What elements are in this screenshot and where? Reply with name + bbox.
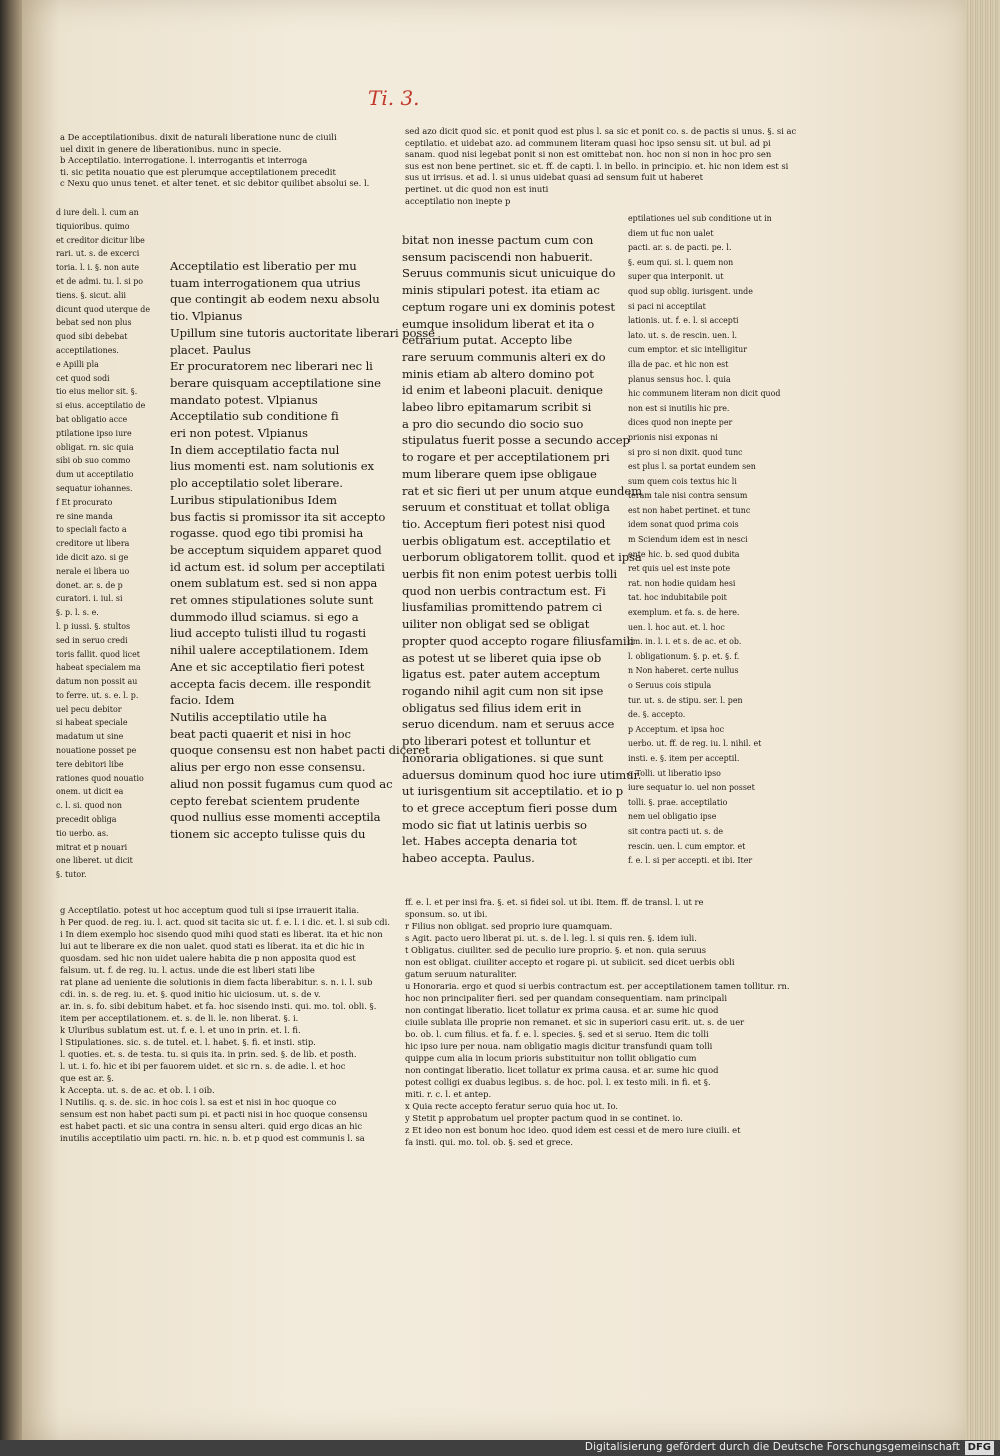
gloss-line: r Filius non obligat. sed proprio iure quamquam.	[405, 921, 613, 931]
gloss-bottom-right	[405, 896, 790, 1148]
gloss-line: §. p. l. s. e.	[56, 608, 99, 618]
gloss-line: super qua interponit. ut	[628, 272, 724, 282]
text-line: Nutilis acceptilatio utile ha	[170, 709, 327, 724]
text-line: let. Habes accepta denaria tot	[402, 834, 577, 849]
text-line: uerbis obligatum est. acceptilatio et	[402, 533, 611, 548]
text-line: labeo libro epitamarum scribit si	[402, 400, 592, 415]
gloss-line: sensum est non habet pacti sum pi. et pacti nisi in hoc quoque consensu	[60, 1109, 368, 1119]
gloss-line: re sine manda	[56, 511, 113, 521]
gloss-line: non contingat liberatio. licet tollatur ex prima causa. et ar. sume hic quod	[405, 1005, 719, 1015]
gloss-line: ceptilatio. et uidebat azo. ad communem literam quasi hoc ipso sensu sit. ut bul. ad pi	[405, 137, 771, 148]
text-line: obligatus sed filius idem erit in	[402, 700, 582, 715]
gloss-line: est plus l. sa portat eundem sen	[628, 462, 756, 472]
gloss-line: est non habet pertinet. et tunc	[628, 505, 751, 515]
gloss-right-column	[628, 212, 781, 869]
text-line: nihil ualere acceptilationem. Idem	[170, 643, 369, 658]
text-line: facio. Idem	[170, 693, 235, 708]
main-text-column-2	[402, 232, 643, 867]
text-line: uerborum obligatorem tollit. quod et ipsa	[402, 550, 642, 565]
gloss-line: rescin. uen. l. cum emptor. et	[628, 841, 746, 851]
gloss-line: illa de pac. et hic non est	[628, 359, 729, 369]
gloss-line: habeat specialem ma	[56, 663, 141, 673]
gloss-line: tio uerbo. as.	[56, 828, 109, 838]
gloss-line: lato. ut. s. de rescin. uen. l.	[628, 330, 738, 340]
gloss-line: rationes quod nouatio	[56, 773, 144, 783]
gloss-line: falsum. ut. f. de reg. iu. l. actus. unde die est liberi stati libe	[60, 965, 315, 975]
gloss-line: l. obligationum. §. p. et. §. f.	[628, 651, 740, 661]
gloss-line: tat. hoc indubitabile poit	[628, 593, 727, 603]
text-line: cepto ferebat scientem prudente	[170, 793, 360, 808]
gloss-line: hic communem literam non dicit quod	[628, 389, 781, 399]
text-line: Er procuratorem nec liberari nec li	[170, 359, 373, 374]
gloss-line: dices quod non inepte per	[628, 418, 733, 428]
gloss-line: tiens. §. sicut. alii	[56, 290, 127, 300]
gloss-line: planus sensus hoc. l. quia	[628, 374, 731, 384]
text-line: seruum et constituat et tollat obliga	[402, 500, 610, 515]
text-line: tio. Vlpianus	[170, 309, 243, 324]
gloss-line: mitrat et p nouari	[56, 842, 128, 852]
gloss-line: eptilationes uel sub conditione ut in	[628, 214, 772, 223]
text-line: minis stipulari potest. ita etiam ac	[402, 283, 600, 298]
gloss-line: m Sciendum idem est in nesci	[628, 535, 748, 545]
gloss-line: est habet pacti. et sic una contra in sensu alteri. quid ergo dicas an hic	[60, 1121, 363, 1131]
gloss-line: si eius. acceptilatio de	[56, 401, 146, 411]
text-line: ret omnes stipulationes solute sunt	[170, 593, 374, 608]
text-line: honoraria obligationes. si que sunt	[402, 750, 604, 765]
text-line: aliud non possit fugamus cum quod ac	[170, 776, 393, 791]
text-line: to rogare et per acceptilationem pri	[402, 450, 610, 465]
gloss-line: u Honoraria. ergo et quod si uerbis contractum est. per acceptilationem tamen tollitur. rn.	[405, 981, 790, 991]
gloss-line: hoc non principaliter fieri. sed per quandam consequentiam. nam principali	[405, 993, 727, 1003]
gloss-line: s Agit. pacto uero liberat pi. ut. s. de l. leg. l. si quis ren. §. idem iuli.	[405, 933, 697, 943]
gloss-line: sit contra pacti ut. s. de	[628, 826, 724, 836]
gloss-line: si habeat speciale	[56, 718, 128, 728]
text-line: ligatus est. pater autem acceptum	[402, 667, 601, 682]
gloss-line: teram tale nisi contra sensum	[628, 491, 748, 501]
gloss-line: dicunt quod uterque de	[56, 304, 151, 314]
text-line: stipulatus fuerit posse a secundo accep	[402, 433, 630, 448]
text-line: ceptum rogare uni ex dominis potest	[402, 299, 615, 314]
gloss-line: i In diem exemplo hoc sisendo quod mihi quod stati es liberat. ita et hic non	[60, 929, 383, 939]
gloss-line: b Acceptilatio. interrogatione. l. interrogantis et interroga	[60, 155, 308, 166]
text-line: alius per ergo non esse consensu.	[170, 760, 366, 775]
gloss-line: ret quis uel est inste pote	[628, 564, 731, 574]
text-line: be acceptum siquidem apparet quod	[170, 542, 382, 557]
gloss-line: acceptilatio non inepte p	[405, 195, 511, 206]
text-line: eri non potest. Vlpianus	[170, 426, 308, 441]
text-line: plo acceptilatio solet liberare.	[170, 476, 343, 491]
gloss-line: et de admi. tu. l. si po	[56, 276, 144, 286]
gloss-line: e Apilli pla	[56, 359, 99, 369]
gloss-line: y Stetit p approbatum uel propter pactum quod in se continet. io.	[405, 1113, 683, 1123]
gloss-line: sus est non bene pertinet. sic et. ff. de capti. l. in bello. in principio. et. hic non idem est si	[405, 160, 789, 171]
gloss-line: ar. in. s. fo. sibi debitum habet. et fa. hoc sisendo insti. qui. mo. tol. obli. §.	[60, 1001, 377, 1011]
gloss-line: n Non haberet. certe nullus	[628, 666, 739, 676]
gloss-line: sed in seruo credi	[56, 635, 128, 645]
gloss-line: sanam. quod nisi legebat ponit si non est omittebat non. hoc non si non in hoc pro sen	[405, 149, 772, 160]
text-line: uiliter non obligat sed se obligat	[402, 617, 590, 632]
gloss-line: prionis nisi exponas ni	[628, 432, 718, 442]
gloss-line: tere debitori libe	[56, 759, 124, 769]
gloss-line: l. ut. i. fo. hic et ibi per fauorem uidet. et sic rn. s. de adie. l. et hoc	[60, 1061, 346, 1071]
gloss-line: toria. l. i. §. non aute	[56, 263, 140, 273]
gloss-line: fa insti. qui. mo. tol. ob. §. sed et grece.	[405, 1137, 573, 1147]
text-line: rogando nihil agit cum non sit ipse	[402, 683, 604, 698]
gloss-line: to ferre. ut. s. e. l. p.	[56, 690, 139, 700]
gloss-line: miti. r. c. l. et antep.	[405, 1089, 492, 1099]
gloss-line: om. in. l. i. et s. de ac. et ob.	[628, 637, 742, 647]
text-line: as potest ut se liberet quia ipse ob	[402, 650, 602, 665]
gloss-line: curatori. i. iul. si	[56, 594, 123, 604]
text-line: beat pacti quaerit et nisi in hoc	[170, 726, 351, 741]
gloss-line: l Nutilis. q. s. de. sic. in hoc cois l. sa est et nisi in hoc quoque co	[60, 1097, 337, 1107]
gloss-line: sed azo dicit quod sic. et ponit quod est plus l. sa sic et ponit co. s. de pactis si unus. §. si ac	[405, 126, 797, 136]
gloss-line: uel pecu debitor	[56, 704, 122, 714]
gloss-line: o Seruus cois stipula	[628, 681, 712, 690]
gloss-line: c. l. si. quod non	[56, 801, 122, 811]
gloss-line: datum non possit au	[56, 677, 138, 687]
gloss-line: lationis. ut. f. e. l. si accepti	[628, 316, 739, 326]
gloss-line: hic ipso iure per noua. nam obligatio magis dicitur transfundi quam tolli	[405, 1041, 713, 1051]
gloss-line: x Quia recte accepto feratur seruo quia hoc ut. Io.	[405, 1101, 619, 1111]
gloss-line: cdi. in. s. de reg. iu. et. §. quod initio hic uiciosum. ut. s. de v.	[60, 989, 321, 999]
gloss-line: §. eum qui. si. l. quem non	[628, 257, 734, 267]
running-title: Ti. 3.	[368, 86, 420, 110]
gloss-line: ciuile sublata ille proprie non remanet. et sic in superiori casu erit. ut. s. de uer	[405, 1017, 745, 1027]
previous-page-edge	[0, 0, 24, 1456]
text-line: quod non uerbis contractum est. Fi	[402, 583, 606, 598]
gloss-line: toris fallit. quod licet	[56, 649, 140, 659]
gloss-top-right	[405, 126, 797, 207]
text-line: tio. Acceptum fieri potest nisi quod	[402, 516, 606, 531]
gloss-line: pacti. ar. s. de pacti. pe. l.	[628, 243, 732, 253]
gloss-line: potest colligi ex duabus legibus. s. de hoc. pol. l. ex testo mili. in fi. et §.	[405, 1077, 711, 1087]
text-line: rat et sic fieri ut per unum atque eundem	[402, 483, 643, 498]
gloss-line: f. e. l. si per accepti. et ibi. Iter	[628, 856, 753, 866]
footer-bar	[0, 1440, 1000, 1456]
text-line: bus factis si promissor ita sit accepto	[170, 509, 386, 524]
gloss-line: nerale ei libera uo	[56, 566, 130, 576]
text-line: Ane et sic acceptilatio fieri potest	[170, 659, 365, 674]
gloss-line: lui aut te liberare ex die non ualet. quod stati es liberat. ita et dic hic in	[60, 941, 365, 951]
text-line: accepta facis decem. ille respondit	[170, 676, 371, 691]
gloss-line: non contingat liberatio. licet tollatur ex prima causa. et ar. sume hic quod	[405, 1065, 719, 1075]
gloss-line: sum quem cois textus hic li	[628, 476, 737, 486]
gloss-line: d iure deli. l. cum an	[56, 208, 139, 217]
text-line: tuam interrogationem qua utrius	[170, 275, 361, 290]
gloss-line: z Et ideo non est bonum hoc ideo. quod idem est cessi et de mero iure ciuili. et	[405, 1125, 741, 1135]
gloss-line: ff. e. l. et per insi fra. §. et. si fidei sol. ut ibi. Item. ff. de transl. l. ut re	[405, 897, 704, 907]
gloss-line: dum ut acceptilatio	[56, 470, 134, 480]
gloss-line: ente hic. b. sed quod dubita	[628, 549, 740, 559]
text-line: berare quisquam acceptilatione sine	[170, 375, 381, 390]
gloss-line: a De acceptilationibus. dixit de naturali liberatione nunc de ciuili	[60, 132, 337, 142]
gloss-line: que est ar. §.	[60, 1073, 114, 1083]
gloss-line: k Uluribus sublatum est. ut. f. e. l. et uno in prin. et. l. fi.	[60, 1025, 301, 1035]
gloss-line: l. p iussi. §. stultos	[56, 621, 131, 631]
text-line: aduersus dominum quod hoc iure utimur.	[402, 767, 642, 782]
gloss-line: bat obligatio acce	[56, 414, 128, 424]
text-line: rare seruum communis alteri ex do	[402, 349, 606, 364]
gloss-line: si pro si non dixit. quod tunc	[628, 447, 743, 457]
gloss-line: insti. e. §. item per acceptil.	[628, 753, 740, 763]
gloss-line: nouatione posset pe	[56, 746, 137, 756]
text-line: Luribus stipulationibus Idem	[170, 492, 337, 507]
text-line: habeo accepta. Paulus.	[402, 851, 535, 866]
gloss-line: obligat. rn. sic quia	[56, 442, 134, 452]
text-line: In diem acceptilatio facta nul	[170, 442, 340, 457]
gloss-line: cum emptor. et sic intelligitur	[628, 345, 748, 355]
gloss-line: l. quoties. et. s. de testa. tu. si quis ita. in prin. sed. §. de lib. et posth.	[60, 1049, 357, 1059]
gloss-line: rat plane ad ueniente die solutionis in diem facta liberabitur. s. n. i. l. sub	[60, 977, 373, 987]
text-line: liud accepto tulisti illud tu rogasti	[170, 626, 367, 641]
gloss-line: quosdam. sed hic non uidet ualere habita die p non apposita quod est	[60, 953, 356, 963]
gloss-line: et creditor dicitur libe	[56, 235, 145, 245]
text-line: a pro dio secundo dio socio suo	[402, 416, 584, 431]
gloss-line: tiquioribus. quimo	[56, 221, 130, 231]
text-line: minis etiam ab altero domino pot	[402, 366, 594, 381]
gloss-line: sponsum. so. ut ibi.	[405, 909, 488, 919]
text-line: eumque insolidum liberat et ita o	[402, 316, 595, 331]
gloss-line: inutilis acceptilatio uim pacti. rn. hic. n. b. et p quod est communis l. sa	[60, 1133, 365, 1143]
gloss-line: exemplum. et fa. s. de here.	[628, 608, 740, 618]
gloss-line: quod sup oblig. iurisgent. unde	[628, 286, 753, 296]
text-line: to et grece acceptum fieri posse dum	[402, 800, 618, 815]
gloss-line: rari. ut. s. de excerci	[56, 249, 140, 259]
gloss-line: idem sonat quod prima cois	[628, 520, 739, 530]
gloss-line: f Et procurato	[56, 497, 113, 507]
gloss-line: §. tutor.	[56, 870, 87, 880]
gloss-line: sus ut irrisus. et ad. l. si unus uidebat quasi ad sensum fuit ut haberet	[405, 172, 703, 183]
text-line: dummodo illud sciamus. si ego a	[170, 609, 359, 624]
gloss-line: quod sibi debebat	[56, 332, 128, 342]
text-line: tionem sic accepto tulisse quis du	[170, 826, 366, 841]
text-line: Acceptilatio sub conditione fi	[170, 409, 339, 424]
gloss-line: k Accepta. ut. s. de ac. et ob. l. i oib.	[60, 1085, 215, 1095]
gloss-line: donet. ar. s. de p	[56, 580, 123, 590]
text-line: pto liberari potest et tolluntur et	[402, 734, 591, 749]
gloss-line: uerbo. ut. ff. de reg. iu. l. nihil. et	[628, 739, 762, 749]
text-line: placet. Paulus	[170, 342, 251, 357]
gloss-line: cet quod sodi	[56, 373, 110, 383]
gloss-line: sibi ob suo commo	[56, 456, 131, 466]
gloss-line: onem. ut dicit ea	[56, 787, 124, 797]
text-line: mum liberare quem ipse obligaue	[402, 466, 597, 481]
text-line: id enim et labeoni placuit. denique	[402, 383, 603, 398]
gloss-line: si paci ni acceptilat	[628, 301, 706, 311]
gloss-line: madatum ut sine	[56, 732, 124, 742]
gloss-line: pertinet. ut dic quod non est inuti	[405, 183, 549, 194]
gloss-line: sequatur iohannes.	[56, 483, 133, 493]
gloss-line: h Per quod. de reg. iu. l. act. quod sit tacita sic ut. f. e. l. i dic. et. l. si sub cdi.	[60, 917, 391, 927]
text-line: Seruus communis sicut unicuique do	[402, 266, 616, 281]
text-line: liusfamilias promittendo patrem ci	[402, 600, 602, 615]
gloss-left-margin	[56, 206, 160, 882]
text-line: uerbis fit non enim potest uerbis tolli	[402, 567, 618, 582]
text-line: id actum est. id solum per acceptilati	[170, 559, 385, 574]
text-line: propter quod accepto rogare filiusfamili	[402, 633, 634, 648]
gloss-line: creditore ut libera	[56, 539, 130, 549]
gloss-line: g Acceptilatio. potest ut hoc acceptum quod tuli si ipse irrauerit italia.	[60, 905, 360, 915]
gloss-line: non est obligat. ciuiliter accepto et rogare pi. ut subiicit. sed dicet uerbis obli	[405, 957, 735, 967]
gloss-line: uen. l. hoc aut. et. l. hoc	[628, 622, 725, 632]
gloss-bottom-left	[60, 904, 395, 1144]
gloss-line: iure sequatur io. uel non posset	[628, 783, 755, 793]
gloss-line: p Acceptum. et ipsa hoc	[628, 724, 725, 734]
text-line: mandato potest. Vlpianus	[170, 392, 318, 407]
text-line: cetrarium putat. Accepto libe	[402, 333, 573, 348]
gloss-line: uel dixit in genere de liberationibus. nunc in specie.	[60, 143, 282, 154]
gloss-line: gatum seruum naturaliter.	[405, 969, 517, 979]
page-stack-edge	[966, 0, 1000, 1456]
gloss-line: one liberet. ut dicit	[56, 856, 133, 866]
text-line: quoque consensu est non habet pacti diceret	[170, 743, 430, 758]
gloss-line: bo. ob. l. cum filius. et fa. f. e. l. species. §. sed et si seruo. Item dic tolli	[405, 1029, 709, 1039]
text-line: lius momenti est. nam solutionis ex	[170, 459, 374, 474]
gloss-line: acceptilationes.	[56, 345, 119, 355]
gloss-line: quippe cum alia in locum prioris substituitur non tollit obligatio cum	[405, 1053, 697, 1063]
gloss-line: l Stipulationes. sic. s. de tutel. et. l. habet. §. fi. et insti. stip.	[60, 1037, 316, 1047]
gloss-line: q Tolli. ut liberatio ipso	[628, 768, 721, 778]
gloss-line: bebat sed non plus	[56, 318, 132, 328]
gloss-line: diem ut fuc non ualet	[628, 228, 714, 238]
text-line: quod nullius esse momenti acceptila	[170, 810, 381, 825]
gloss-line: nem uel obligatio ipse	[628, 812, 717, 822]
text-line: rogasse. quod ego tibi promisi ha	[170, 526, 364, 541]
gloss-line: de. §. accepto.	[628, 710, 686, 720]
gloss-line: ti. sic petita nouatio que est plerumque acceptilationem precedit	[60, 166, 336, 177]
gloss-line: non est si inutilis hic pre.	[628, 403, 730, 413]
gloss-line: tio eius melior sit. §.	[56, 387, 138, 397]
text-line: Acceptilatio est liberatio per mu	[170, 259, 357, 273]
gloss-line: t Obligatus. ciuiliter. sed de peculio iure proprio. §. et non. quia seruus	[405, 945, 707, 955]
text-line: ut iurisgentium sit acceptilatio. et io p	[402, 784, 624, 799]
text-line: Upillum sine tutoris auctoritate liberari posse	[170, 325, 435, 340]
gloss-line: ide dicit azo. si ge	[56, 552, 129, 562]
gloss-line: ptilatione ipso iure	[56, 428, 132, 438]
text-line: modo sic fiat ut latinis uerbis so	[402, 817, 587, 832]
gloss-line: tur. ut. s. de stipu. ser. l. pen	[628, 695, 743, 705]
text-line: onem sublatum est. sed si non appa	[170, 576, 378, 591]
gloss-line: c Nexu quo unus tenet. et alter tenet. et sic debitor quilibet absolui se. l.	[60, 178, 370, 189]
funding-credit: Digitalisierung gefördert durch die Deutsche Forschungsgemeinschaft	[584, 1441, 960, 1453]
gloss-line: to speciali facto a	[56, 525, 127, 535]
gloss-top-left	[60, 132, 390, 190]
gloss-line: tolli. §. prae. acceptilatio	[628, 797, 728, 807]
gloss-line: precedit obliga	[56, 815, 117, 825]
text-line: bitat non inesse pactum cum con	[402, 233, 594, 247]
gloss-line: item per acceptilationem. et. s. de li. le. non liberat. §. i.	[60, 1013, 299, 1023]
text-line: seruo dicendum. nam et seruus acce	[402, 717, 615, 732]
text-line: que contingit ab eodem nexu absolu	[170, 292, 380, 307]
text-line: sensum paciscendi non habuerit.	[402, 249, 593, 264]
main-text-column-1	[170, 258, 435, 843]
dfg-logo: DFG	[965, 1441, 994, 1455]
gloss-line: rat. non hodie quidam hesi	[628, 578, 736, 588]
